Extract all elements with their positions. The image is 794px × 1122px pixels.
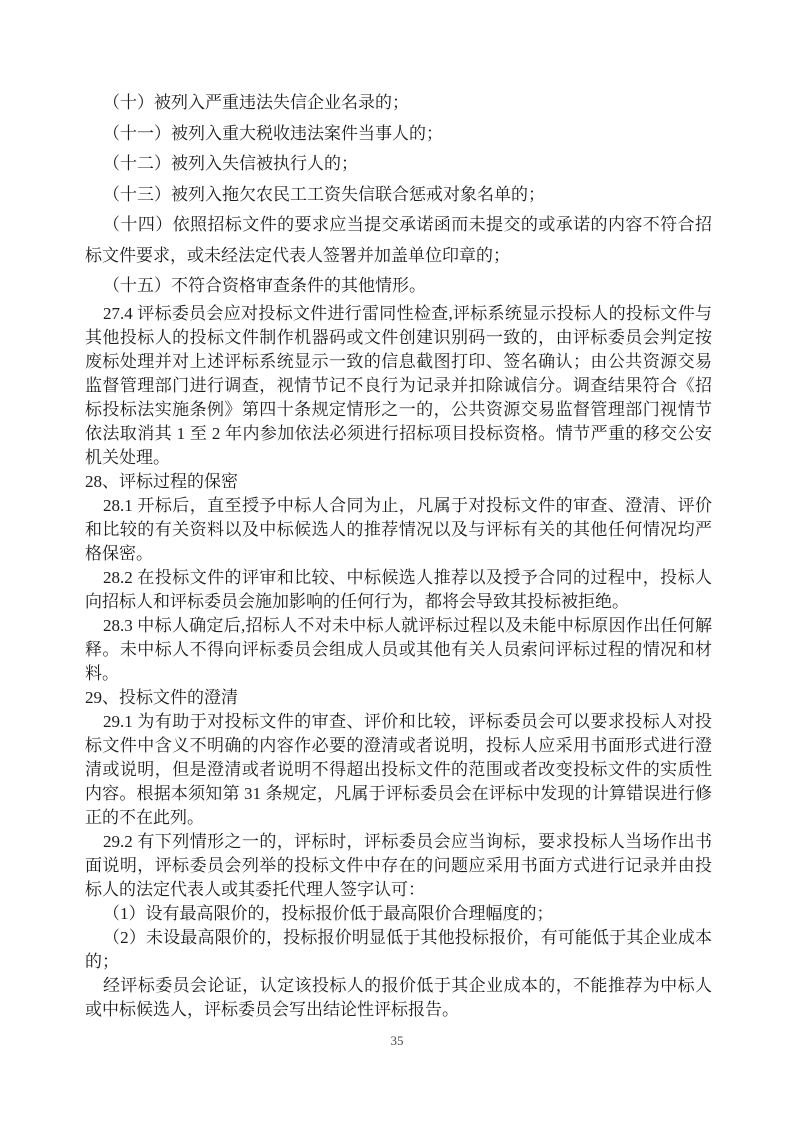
page-number: 35 (390, 1033, 404, 1048)
clause-28-3: 28.3 中标人确定后,招标人不对未中标人就评标过程以及未能中标原因作出任何解释。未中标人不得向评标委员会组成人员或其他有关人员索问评标过程的情况和材料。 (85, 615, 712, 683)
subitem-2: （2）未设最高限价的，投标报价明显低于其他投标报价，有可能低于其企业成本的； (85, 927, 712, 971)
subitem-1: （1）设有最高限价的，投标报价低于最高限价合理幅度的； (103, 903, 554, 923)
list-item-15: （十五）不符合资格审查条件的其他情形。 (103, 276, 426, 295)
clause-28-2: 28.2 在投标文件的评审和比较、中标候选人推荐以及授予合同的过程中，投标人向招标人和评标委员会施加影响的任何行为，都将会导致其投标被拒绝。 (85, 567, 712, 611)
clause-29-1: 29.1 为有助于对投标文件的审查、评价和比较，评标委员会可以要求投标人对投标文件中含义不明确的内容作必要的澄清或者说明，投标人应采用书面形式进行澄清或说明，但是澄清或者说明不得超出投标文件的范围或者改变投标文件的实质性内容。根据本须知第 31 条规定，凡属于评标委员会在评标中发现的计算错误进行修正的不在此列。 (85, 711, 712, 827)
section-heading-29: 29、投标文件的澄清 (85, 687, 238, 707)
list-item-10: （十）被列入严重违法失信企业名录的； (103, 93, 409, 112)
list-item-12: （十二）被列入失信被执行人的； (103, 154, 358, 173)
clause-29-2: 29.2 有下列情形之一的，评标时，评标委员会应当询标，要求投标人当场作出书面说明，评标委员会列举的投标文件中存在的问题应采用书面方式进行记录并由投标人的法定代表人或其委托代理人签字认可： (85, 831, 712, 899)
list-item-11: （十一）被列入重大税收违法案件当事人的； (103, 123, 443, 143)
section-heading-28: 28、评标过程的保密 (85, 471, 238, 491)
clause-27-4: 27.4 评标委员会应对投标文件进行雷同性检查,评标系统显示投标人的投标文件与其他投标人的投标文件制作机器码或文件创建识别码一致的，由评标委员会判定按废标处理并对上述评标系统显示一致的信息截图打印、签名确认；由公共资源交易监督管理部门进行调查，视情节记不良行为记录并扣除诚信分。调查结果符合《招标投标法实施条例》第四十条规定情形之一的，公共资源交易监督管理部门视情节依法取消其 1 至 2 年内参加依法必须进行招标项目投标资格。情节严重的移交公安机关处理。 (85, 303, 712, 467)
document-body (85, 88, 712, 1022)
clause-28-1: 28.1 开标后，直至授予中标人合同为止，凡属于对投标文件的审查、澄清、评价和比较的有关资料以及中标候选人的推荐情况以及与评标有关的其他任何情况均严格保密。 (85, 495, 712, 563)
list-item-14: （十四）依照招标文件的要求应当提交承诺函而未提交的或承诺的内容不符合招标文件要求，或未经法定代表人签署并加盖单位印章的； (85, 215, 712, 265)
list-item-13: （十三）被列入拖欠农民工工资失信联合惩戒对象名单的； (103, 184, 545, 204)
clause-29-2-conclusion: 经评标委员会论证，认定该投标人的报价低于其企业成本的，不能推荐为中标人或中标候选人，评标委员会写出结论性评标报告。 (85, 975, 712, 1019)
